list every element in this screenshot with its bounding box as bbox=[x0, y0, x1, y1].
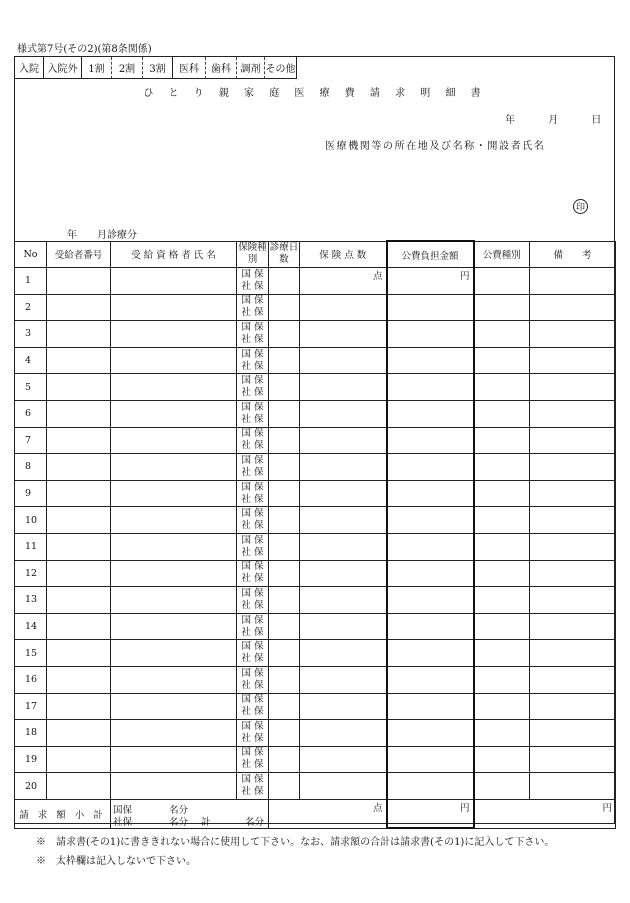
option-outpatient[interactable]: 入院外 bbox=[44, 57, 82, 79]
recipient-no-cell[interactable] bbox=[47, 294, 111, 321]
points-cell[interactable] bbox=[300, 480, 387, 507]
days-cell[interactable] bbox=[269, 321, 300, 348]
insurance-shaho: 社 保 bbox=[241, 466, 264, 478]
remarks-cell[interactable] bbox=[530, 640, 616, 667]
public-burden-cell[interactable] bbox=[387, 480, 474, 507]
insurance-shaho: 社 保 bbox=[241, 333, 264, 345]
recipient-no-cell[interactable] bbox=[47, 427, 111, 454]
row-number: 9 bbox=[15, 480, 47, 507]
row-number: 18 bbox=[15, 720, 47, 747]
public-type-cell[interactable] bbox=[474, 480, 530, 507]
option-20pct[interactable]: 2割 bbox=[112, 57, 143, 79]
recipient-name-cell[interactable] bbox=[111, 427, 237, 454]
insurance-kokuho: 国 保 bbox=[241, 747, 264, 759]
note-2: ※ 太枠欄は記入しないで下さい。 bbox=[36, 856, 196, 867]
header-recipient-name: 受 給 資 格 者 氏 名 bbox=[111, 241, 237, 268]
recipient-name-cell[interactable] bbox=[111, 773, 237, 800]
remarks-cell[interactable] bbox=[530, 427, 616, 454]
remarks-cell[interactable] bbox=[530, 374, 616, 401]
days-cell[interactable] bbox=[269, 374, 300, 401]
recipient-name-cell[interactable] bbox=[111, 560, 237, 587]
insurance-type-cell[interactable] bbox=[237, 400, 269, 427]
row-number: 19 bbox=[15, 746, 47, 773]
insurance-shaho: 社 保 bbox=[241, 546, 264, 558]
table-row bbox=[15, 640, 616, 667]
subtotal-kokuho: 国保 bbox=[113, 804, 133, 816]
table-row bbox=[15, 773, 616, 800]
recipient-no-cell[interactable] bbox=[47, 321, 111, 348]
public-burden-cell[interactable] bbox=[387, 400, 474, 427]
public-burden-cell[interactable] bbox=[387, 587, 474, 614]
subtotal-remarks[interactable]: 円 bbox=[474, 799, 616, 828]
recipient-name-cell[interactable] bbox=[111, 640, 237, 667]
recipient-no-cell[interactable] bbox=[47, 454, 111, 481]
recipient-name-cell[interactable] bbox=[111, 268, 237, 295]
recipient-name-cell[interactable] bbox=[111, 480, 237, 507]
public-burden-cell[interactable] bbox=[387, 613, 474, 640]
days-cell[interactable] bbox=[269, 427, 300, 454]
insurance-type-cell[interactable] bbox=[237, 533, 269, 560]
insurance-type-cell[interactable] bbox=[237, 268, 269, 295]
insurance-kokuho: 国 保 bbox=[241, 348, 264, 360]
table-row bbox=[15, 427, 616, 454]
public-type-cell[interactable] bbox=[474, 640, 530, 667]
table-row bbox=[15, 294, 616, 321]
points-cell[interactable] bbox=[300, 400, 387, 427]
remarks-cell[interactable] bbox=[530, 294, 616, 321]
insurance-type-cell[interactable] bbox=[237, 321, 269, 348]
points-cell[interactable] bbox=[300, 321, 387, 348]
recipient-no-cell[interactable] bbox=[47, 268, 111, 295]
days-cell[interactable] bbox=[269, 666, 300, 693]
insurance-type-cell[interactable] bbox=[237, 427, 269, 454]
table-row bbox=[15, 746, 616, 773]
recipient-no-cell[interactable] bbox=[47, 480, 111, 507]
issuer-label: 医療機関等の所在地及び名称・開設者氏名 bbox=[325, 141, 546, 152]
public-type-cell[interactable] bbox=[474, 533, 530, 560]
row-number: 1 bbox=[15, 268, 47, 295]
points-cell[interactable] bbox=[300, 374, 387, 401]
insurance-kokuho: 国 保 bbox=[241, 587, 264, 599]
public-burden-cell[interactable] bbox=[387, 693, 474, 720]
remarks-cell[interactable] bbox=[530, 507, 616, 534]
option-inpatient[interactable]: 入院 bbox=[15, 57, 44, 79]
header-remarks: 備 考 bbox=[530, 241, 616, 268]
table-row bbox=[15, 454, 616, 481]
public-type-cell[interactable] bbox=[474, 666, 530, 693]
recipient-no-cell[interactable] bbox=[47, 720, 111, 747]
days-cell[interactable] bbox=[269, 507, 300, 534]
insurance-shaho: 社 保 bbox=[241, 732, 264, 744]
remarks-cell[interactable] bbox=[530, 268, 616, 295]
points-cell[interactable] bbox=[300, 640, 387, 667]
recipient-no-cell[interactable] bbox=[47, 773, 111, 800]
remarks-cell[interactable] bbox=[530, 773, 616, 800]
row-number: 8 bbox=[15, 454, 47, 481]
points-cell[interactable] bbox=[300, 720, 387, 747]
option-10pct[interactable]: 1割 bbox=[82, 57, 112, 79]
insurance-kokuho: 国 保 bbox=[241, 481, 264, 493]
insurance-type-cell[interactable] bbox=[237, 746, 269, 773]
recipient-no-cell[interactable] bbox=[47, 400, 111, 427]
remarks-cell[interactable] bbox=[530, 587, 616, 614]
points-cell[interactable] bbox=[300, 693, 387, 720]
recipient-name-cell[interactable] bbox=[111, 720, 237, 747]
insurance-shaho: 社 保 bbox=[241, 360, 264, 372]
recipient-no-cell[interactable] bbox=[47, 666, 111, 693]
insurance-shaho: 社 保 bbox=[241, 626, 264, 638]
public-burden-cell[interactable] bbox=[387, 773, 474, 800]
points-cell[interactable] bbox=[300, 294, 387, 321]
days-cell[interactable] bbox=[269, 693, 300, 720]
recipient-no-cell[interactable] bbox=[47, 613, 111, 640]
subtotal-public-burden[interactable]: 円 bbox=[387, 799, 474, 828]
points-cell[interactable] bbox=[300, 773, 387, 800]
recipient-name-cell[interactable] bbox=[111, 507, 237, 534]
table-row bbox=[15, 321, 616, 348]
public-type-cell[interactable] bbox=[474, 507, 530, 534]
days-cell[interactable] bbox=[269, 294, 300, 321]
insurance-kokuho: 国 保 bbox=[241, 401, 264, 413]
subtotal-points[interactable]: 点 bbox=[269, 799, 387, 828]
note-1: ※ 請求書(その1)に書ききれない場合に使用して下さい。なお、請求額の合計は請求書(その1)に記入して下さい。 bbox=[36, 837, 555, 848]
table-row bbox=[15, 560, 616, 587]
points-cell[interactable] bbox=[300, 587, 387, 614]
days-cell[interactable] bbox=[269, 533, 300, 560]
public-burden-cell[interactable] bbox=[387, 374, 474, 401]
insurance-type-cell[interactable] bbox=[237, 294, 269, 321]
form-number: 様式第7号(その2)(第8条関係) bbox=[17, 44, 152, 55]
points-cell[interactable] bbox=[300, 533, 387, 560]
public-type-cell[interactable] bbox=[474, 321, 530, 348]
form-title: ひ と り 親 家 庭 医 療 費 請 求 明 細 書 bbox=[143, 88, 487, 99]
insurance-type-cell[interactable] bbox=[237, 587, 269, 614]
public-type-cell[interactable] bbox=[474, 560, 530, 587]
table-row bbox=[15, 720, 616, 747]
issue-date bbox=[505, 111, 601, 126]
row-number: 17 bbox=[15, 693, 47, 720]
header-points: 保 険 点 数 bbox=[300, 241, 387, 268]
recipient-name-cell[interactable] bbox=[111, 454, 237, 481]
points-cell[interactable] bbox=[300, 613, 387, 640]
option-dental[interactable]: 歯科 bbox=[206, 57, 237, 79]
insurance-shaho: 社 保 bbox=[241, 520, 264, 532]
recipient-no-cell[interactable] bbox=[47, 746, 111, 773]
public-type-cell[interactable] bbox=[474, 347, 530, 374]
subtotal-counts bbox=[111, 799, 269, 828]
header-public-type: 公費種別 bbox=[474, 241, 530, 268]
remarks-cell[interactable] bbox=[530, 533, 616, 560]
row-number: 5 bbox=[15, 374, 47, 401]
option-other[interactable]: その他 bbox=[265, 57, 297, 79]
points-cell[interactable] bbox=[300, 454, 387, 481]
remarks-cell[interactable] bbox=[530, 746, 616, 773]
detail-table bbox=[14, 240, 616, 829]
public-type-cell[interactable] bbox=[474, 294, 530, 321]
recipient-no-cell[interactable] bbox=[47, 640, 111, 667]
insurance-shaho: 社 保 bbox=[241, 759, 264, 771]
public-burden-cell[interactable] bbox=[387, 347, 474, 374]
days-cell[interactable] bbox=[269, 720, 300, 747]
recipient-name-cell[interactable] bbox=[111, 374, 237, 401]
insurance-shaho: 社 保 bbox=[241, 387, 264, 399]
insurance-shaho: 社 保 bbox=[241, 280, 264, 292]
row-number: 3 bbox=[15, 321, 47, 348]
insurance-type-cell[interactable] bbox=[237, 720, 269, 747]
recipient-name-cell[interactable] bbox=[111, 746, 237, 773]
public-type-cell[interactable] bbox=[474, 400, 530, 427]
header-days: 診療日数 bbox=[269, 241, 300, 268]
header-insurance-type: 保険種別 bbox=[237, 241, 269, 268]
subtotal-label: 請 求 額 小 計 bbox=[15, 799, 111, 828]
table-row bbox=[15, 507, 616, 534]
insurance-kokuho: 国 保 bbox=[241, 508, 264, 520]
insurance-shaho: 社 保 bbox=[241, 679, 264, 691]
header-public-burden: 公費負担金額 bbox=[387, 241, 474, 268]
insurance-kokuho: 国 保 bbox=[241, 428, 264, 440]
recipient-name-cell[interactable] bbox=[111, 693, 237, 720]
days-cell[interactable] bbox=[269, 587, 300, 614]
insurance-type-cell[interactable] bbox=[237, 613, 269, 640]
recipient-name-cell[interactable] bbox=[111, 294, 237, 321]
insurance-shaho: 社 保 bbox=[241, 573, 264, 585]
insurance-kokuho: 国 保 bbox=[241, 295, 264, 307]
subtotal-shaho-unit: 名分 bbox=[169, 816, 189, 828]
insurance-type-cell[interactable] bbox=[237, 507, 269, 534]
date-year: 年 bbox=[505, 115, 515, 126]
public-burden-cell[interactable] bbox=[387, 507, 474, 534]
points-cell[interactable]: 点 bbox=[300, 268, 387, 295]
recipient-no-cell[interactable] bbox=[47, 587, 111, 614]
days-cell[interactable] bbox=[269, 268, 300, 295]
subtotal-total-label: 計 bbox=[201, 816, 211, 828]
public-burden-cell[interactable] bbox=[387, 666, 474, 693]
insurance-type-cell[interactable] bbox=[237, 347, 269, 374]
table-row bbox=[15, 480, 616, 507]
days-cell[interactable] bbox=[269, 560, 300, 587]
table-row bbox=[15, 693, 616, 720]
option-pharmacy[interactable]: 調剤 bbox=[237, 57, 265, 79]
days-cell[interactable] bbox=[269, 347, 300, 374]
row-number: 2 bbox=[15, 294, 47, 321]
points-cell[interactable] bbox=[300, 746, 387, 773]
insurance-kokuho: 国 保 bbox=[241, 774, 264, 786]
table-header bbox=[15, 241, 616, 268]
public-type-cell[interactable] bbox=[474, 454, 530, 481]
days-cell[interactable] bbox=[269, 746, 300, 773]
insurance-kokuho: 国 保 bbox=[241, 534, 264, 546]
insurance-shaho: 社 保 bbox=[241, 599, 264, 611]
days-cell[interactable] bbox=[269, 400, 300, 427]
insurance-shaho: 社 保 bbox=[241, 440, 264, 452]
public-type-cell[interactable] bbox=[474, 746, 530, 773]
recipient-no-cell[interactable] bbox=[47, 507, 111, 534]
insurance-type-cell[interactable] bbox=[237, 640, 269, 667]
public-burden-cell[interactable] bbox=[387, 560, 474, 587]
insurance-type-cell[interactable] bbox=[237, 374, 269, 401]
table-row bbox=[15, 374, 616, 401]
row-number: 13 bbox=[15, 587, 47, 614]
remarks-cell[interactable] bbox=[530, 720, 616, 747]
category-options bbox=[15, 57, 297, 79]
remarks-cell[interactable] bbox=[530, 454, 616, 481]
public-type-cell[interactable] bbox=[474, 613, 530, 640]
insurance-kokuho: 国 保 bbox=[241, 641, 264, 653]
row-number: 16 bbox=[15, 666, 47, 693]
public-type-cell[interactable] bbox=[474, 268, 530, 295]
table-row bbox=[15, 587, 616, 614]
insurance-type-cell[interactable] bbox=[237, 560, 269, 587]
insurance-type-cell[interactable] bbox=[237, 693, 269, 720]
subtotal-total-unit: 名分 bbox=[245, 816, 265, 828]
insurance-type-cell[interactable] bbox=[237, 666, 269, 693]
table-row bbox=[15, 666, 616, 693]
insurance-kokuho: 国 保 bbox=[241, 268, 264, 280]
insurance-shaho: 社 保 bbox=[241, 706, 264, 718]
days-cell[interactable] bbox=[269, 773, 300, 800]
row-number: 4 bbox=[15, 347, 47, 374]
treatment-month: 年 月診療分 bbox=[67, 230, 137, 241]
insurance-shaho: 社 保 bbox=[241, 413, 264, 425]
remarks-cell[interactable] bbox=[530, 693, 616, 720]
public-burden-cell[interactable] bbox=[387, 533, 474, 560]
subtotal-shaho: 社保 bbox=[113, 816, 133, 828]
subtotal-row bbox=[15, 799, 616, 828]
remarks-cell[interactable] bbox=[530, 480, 616, 507]
recipient-name-cell[interactable] bbox=[111, 400, 237, 427]
public-burden-cell[interactable] bbox=[387, 746, 474, 773]
row-number: 6 bbox=[15, 400, 47, 427]
points-cell[interactable] bbox=[300, 560, 387, 587]
public-burden-cell[interactable] bbox=[387, 427, 474, 454]
public-burden-cell[interactable] bbox=[387, 720, 474, 747]
table-row bbox=[15, 347, 616, 374]
public-burden-cell[interactable]: 円 bbox=[387, 268, 474, 295]
remarks-cell[interactable] bbox=[530, 666, 616, 693]
insurance-shaho: 社 保 bbox=[241, 653, 264, 665]
points-cell[interactable] bbox=[300, 507, 387, 534]
insurance-type-cell[interactable] bbox=[237, 773, 269, 800]
recipient-no-cell[interactable] bbox=[47, 533, 111, 560]
insurance-type-cell[interactable] bbox=[237, 480, 269, 507]
insurance-type-cell[interactable] bbox=[237, 454, 269, 481]
insurance-shaho: 社 保 bbox=[241, 493, 264, 505]
remarks-cell[interactable] bbox=[530, 560, 616, 587]
table-row bbox=[15, 533, 616, 560]
subtotal-kokuho-unit: 名分 bbox=[169, 804, 189, 816]
recipient-no-cell[interactable] bbox=[47, 693, 111, 720]
points-cell[interactable] bbox=[300, 427, 387, 454]
public-type-cell[interactable] bbox=[474, 427, 530, 454]
recipient-no-cell[interactable] bbox=[47, 374, 111, 401]
insurance-shaho: 社 保 bbox=[241, 786, 264, 798]
public-burden-cell[interactable] bbox=[387, 454, 474, 481]
row-number: 11 bbox=[15, 533, 47, 560]
table-row bbox=[15, 268, 616, 295]
days-cell[interactable] bbox=[269, 480, 300, 507]
header-no: No bbox=[15, 241, 47, 268]
public-type-cell[interactable] bbox=[474, 693, 530, 720]
remarks-cell[interactable] bbox=[530, 400, 616, 427]
public-type-cell[interactable] bbox=[474, 374, 530, 401]
insurance-kokuho: 国 保 bbox=[241, 375, 264, 387]
public-type-cell[interactable] bbox=[474, 587, 530, 614]
public-burden-cell[interactable] bbox=[387, 321, 474, 348]
insurance-kokuho: 国 保 bbox=[241, 454, 264, 466]
row-number: 20 bbox=[15, 773, 47, 800]
days-cell[interactable] bbox=[269, 613, 300, 640]
insurance-shaho: 社 保 bbox=[241, 307, 264, 319]
date-month: 月 bbox=[548, 115, 559, 126]
recipient-name-cell[interactable] bbox=[111, 321, 237, 348]
insurance-kokuho: 国 保 bbox=[241, 561, 264, 573]
days-cell[interactable] bbox=[269, 454, 300, 481]
insurance-kokuho: 国 保 bbox=[241, 614, 264, 626]
points-cell[interactable] bbox=[300, 347, 387, 374]
row-number: 12 bbox=[15, 560, 47, 587]
public-type-cell[interactable] bbox=[474, 773, 530, 800]
recipient-name-cell[interactable] bbox=[111, 347, 237, 374]
row-number: 7 bbox=[15, 427, 47, 454]
insurance-kokuho: 国 保 bbox=[241, 720, 264, 732]
remarks-cell[interactable] bbox=[530, 613, 616, 640]
public-burden-cell[interactable] bbox=[387, 294, 474, 321]
recipient-name-cell[interactable] bbox=[111, 666, 237, 693]
recipient-no-cell[interactable] bbox=[47, 560, 111, 587]
days-cell[interactable] bbox=[269, 640, 300, 667]
public-type-cell[interactable] bbox=[474, 720, 530, 747]
remarks-cell[interactable] bbox=[530, 347, 616, 374]
public-burden-cell[interactable] bbox=[387, 640, 474, 667]
recipient-name-cell[interactable] bbox=[111, 587, 237, 614]
insurance-kokuho: 国 保 bbox=[241, 667, 264, 679]
insurance-kokuho: 国 保 bbox=[241, 694, 264, 706]
header-recipient-no: 受給者番号 bbox=[47, 241, 111, 268]
recipient-no-cell[interactable] bbox=[47, 347, 111, 374]
insurance-kokuho: 国 保 bbox=[241, 321, 264, 333]
remarks-cell[interactable] bbox=[530, 321, 616, 348]
table-row bbox=[15, 613, 616, 640]
row-number: 10 bbox=[15, 507, 47, 534]
option-30pct[interactable]: 3割 bbox=[143, 57, 173, 79]
recipient-name-cell[interactable] bbox=[111, 533, 237, 560]
points-cell[interactable] bbox=[300, 666, 387, 693]
row-number: 15 bbox=[15, 640, 47, 667]
row-number: 14 bbox=[15, 613, 47, 640]
seal-mark: 印 bbox=[573, 199, 588, 214]
table-row bbox=[15, 400, 616, 427]
date-day: 日 bbox=[591, 115, 602, 126]
option-medical[interactable]: 医科 bbox=[173, 57, 206, 79]
recipient-name-cell[interactable] bbox=[111, 613, 237, 640]
